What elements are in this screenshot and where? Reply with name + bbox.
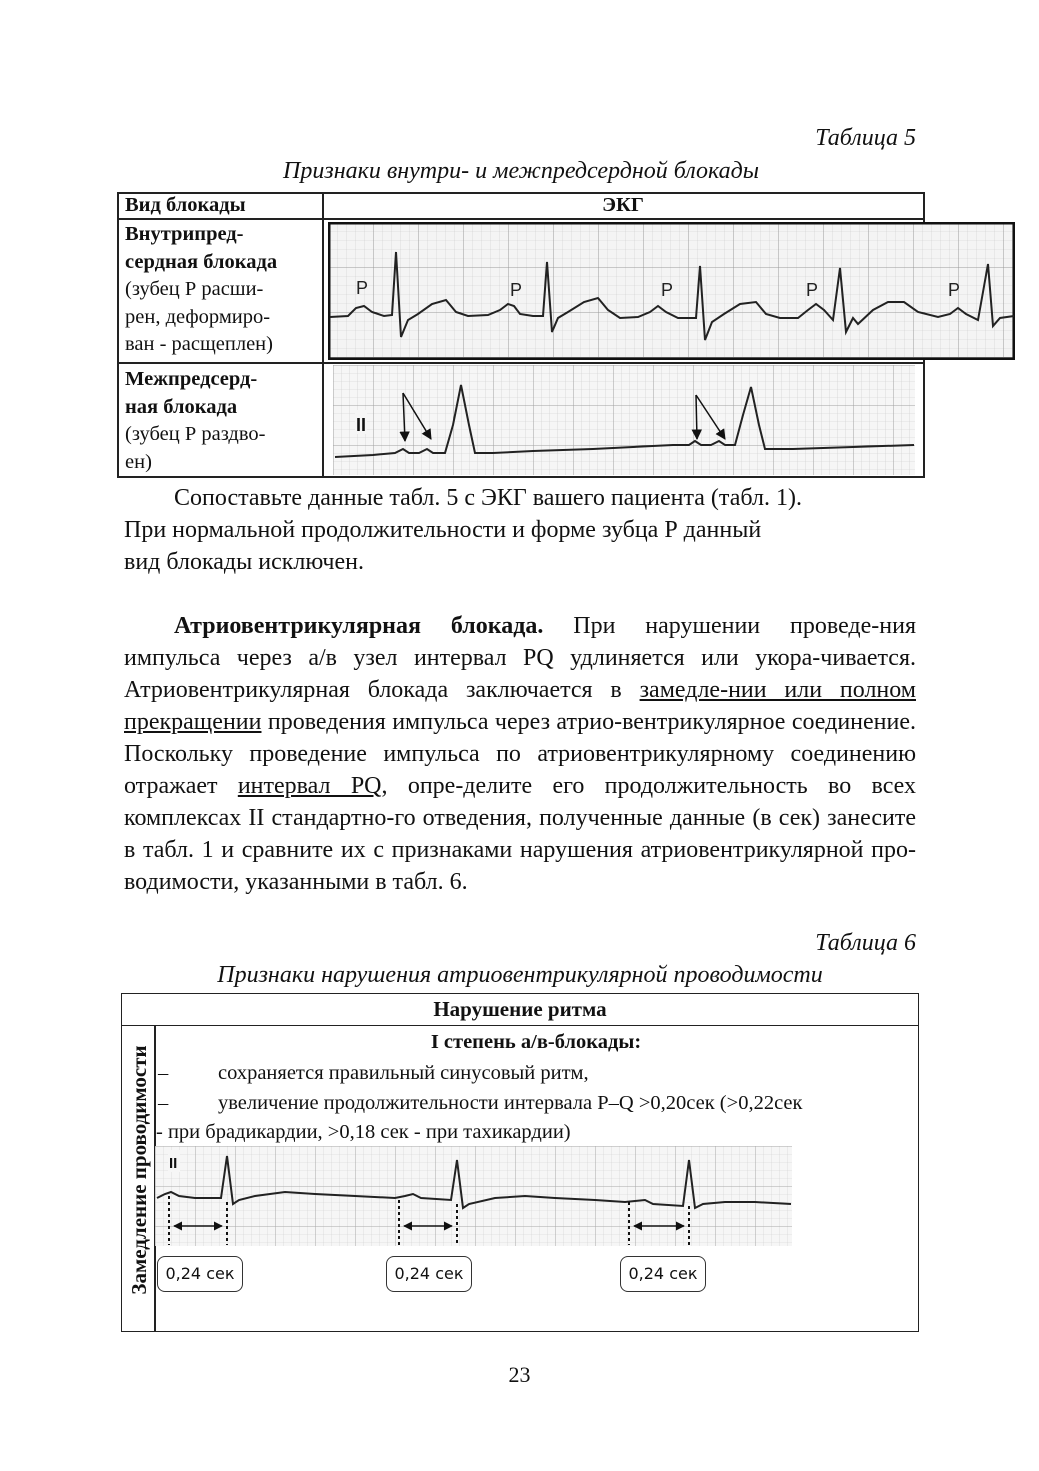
table5-title: Признаки внутри- и межпредсердной блокады [283, 158, 759, 184]
ecg-intra-atrial-block [328, 222, 1015, 360]
table6-header: Нарушение ритма [122, 994, 918, 1026]
criterion-pq-prolonged: увеличение продолжительности интервала P–Q >0,20сек (>0,22сек [218, 1092, 803, 1114]
p-wave-label: P [948, 280, 961, 300]
p-wave-label: P [661, 280, 674, 300]
row2-label: Межпредсерд- ная блокада (зубец Р раздво- ен) [125, 368, 266, 473]
table6-title: Признаки нарушения атриовентрикулярной проводимости [217, 962, 823, 988]
ecg-inter-atrial-block [333, 365, 915, 475]
p-wave-label: P [356, 278, 369, 298]
p-wave-label: P [510, 280, 523, 300]
lead-label: II [356, 415, 367, 435]
col-header-type: Вид блокады [125, 194, 246, 216]
criterion-sinus-rhythm: сохраняется правильный синусовый ритм, [218, 1062, 589, 1084]
interval-label: 0,24 сек [386, 1256, 472, 1292]
dash: – [158, 1092, 169, 1114]
dash: – [158, 1062, 169, 1084]
row1-label: Внутрипред- сердная блокада (зубец Р расши- рен, деформиро- ван - расщеплен) [125, 223, 278, 355]
paragraph-av-block: Атриовентрикулярная блокада. При нарушении проведе-ния импульса через а/в узел интервал PQ удлиняется или укора-чивается. Атриовентрикулярная блокада заключается в замедле-нии или полном прекращении проведения импульса через атрио-вентрикулярное соединение. Поскольку проведение импульса по атриовентрикулярному соединению отражает интервал PQ, опре-делите его продолжительность во всех комплексах II стандартно-го отведения, полученные данные (в сек) занесите в табл. 1 и сравните их с признаками нарушения атриовентрикулярной про-водимости, указанными в табл. 6. [124, 613, 916, 895]
col-header-ecg: ЭКГ [602, 194, 644, 216]
av-block-heading: Атриовентрикулярная блокада. [174, 613, 544, 639]
p-wave-label: P [806, 280, 819, 300]
row-label-slowing: Замедление проводимости [127, 1045, 151, 1295]
ecg-first-degree-av-block [155, 1146, 792, 1246]
paragraph-compare: Сопоставьте данные табл. 5 с ЭКГ вашего пациента (табл. 1). При нормальной продолжительности и форме зубца Р данный вид блокады исключен. [124, 485, 802, 575]
first-degree-title: I степень а/в-блокады: [430, 1031, 642, 1053]
page-number: 23 [508, 1362, 531, 1387]
table5-label: Таблица 5 [815, 125, 916, 151]
interval-label: 0,24 сек [157, 1256, 243, 1292]
table6-label: Таблица 6 [815, 930, 916, 956]
interval-label: 0,24 сек [620, 1256, 706, 1292]
lead-label: II [169, 1155, 178, 1172]
criterion-pq-note: - при брадикардии, >0,18 сек - при тахикардии) [156, 1121, 571, 1143]
